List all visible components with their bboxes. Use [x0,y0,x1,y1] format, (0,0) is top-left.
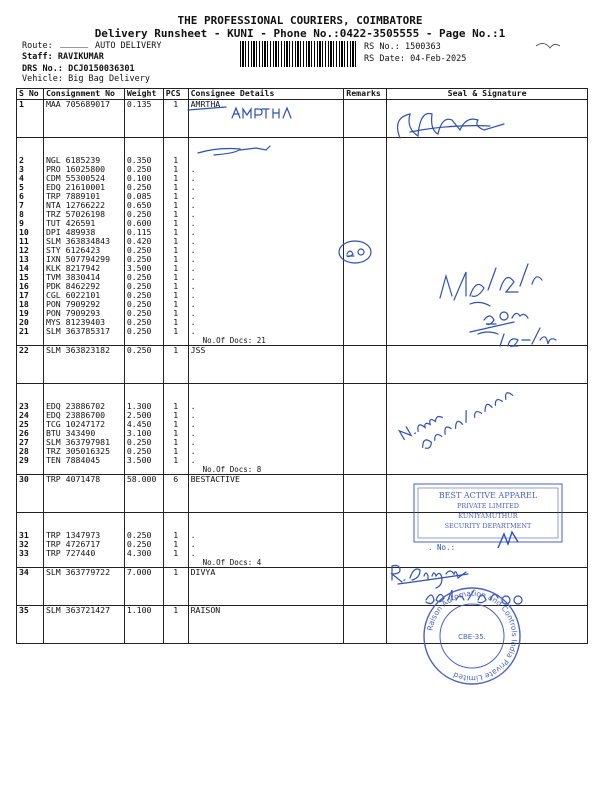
row-pcs: 1 [163,327,188,336]
row-consignment: SLM 363785317 [43,327,124,336]
row-weight: 0.250 [124,327,163,336]
svg-text:Raison Automation and Controls: Raison Automation and Controls India Private Limited [425,588,520,684]
row-sno: 19 [17,309,44,318]
route-value: AUTO DELIVERY [94,41,162,51]
divya-underline [398,574,468,584]
remarks-circle-text [347,249,364,257]
row-consignment: TEN 7884045 [43,456,124,465]
row-consignee: . [188,327,344,336]
row-consignee: DIVYA [188,568,344,606]
row-pcs: 1 [163,255,188,264]
row-sno: 26 [17,429,44,438]
row-weight: 1.100 [124,606,163,644]
row-weight: 0.250 [124,282,163,291]
row-sno: 21 [17,327,44,336]
row-consignment: TRP 7889101 [43,192,124,201]
row-consignment: CGL 6022101 [43,291,124,300]
row-sno: 8 [17,210,44,219]
row-consignment: TRP 4071478 [43,475,124,513]
row-sno: 16 [17,282,44,291]
row-consignment: STY 6126423 [43,246,124,255]
svg-text:KUNIYAMUTHUR: KUNIYAMUTHUR [458,512,518,520]
row-weight: 3.500 [124,264,163,273]
row-sno: 32 [17,540,44,549]
row-consignee: . [188,549,344,558]
row-pcs: 1 [163,100,188,138]
row-pcs: 1 [163,219,188,228]
row-consignee: . [188,219,344,228]
row-sno: 15 [17,273,44,282]
row-consignee: . [188,183,344,192]
company-title: THE PROFESSIONAL COURIERS, COIMBATORE [177,14,423,27]
row-sno: 31 [17,513,44,541]
row-pcs: 1 [163,237,188,246]
handwritten-phone-1 [418,387,515,451]
remarks-circle [339,241,371,263]
row-sno: 27 [17,438,44,447]
row-pcs: 1 [163,456,188,465]
row-pcs: 1 [163,318,188,327]
staff-label: Staff: [22,52,53,62]
row-consignee: . [188,282,344,291]
row-pcs: 1 [163,192,188,201]
row-weight: 1.300 [124,384,163,412]
row-pcs: 1 [163,513,188,541]
docs-count: No.Of Docs: 4 [188,558,344,568]
row-consignment: TRP 727440 [43,549,124,558]
row-weight: 0.135 [124,100,163,138]
row-consignment: MAA 705689017 [43,100,124,138]
row-consignee: . [188,420,344,429]
row-weight: 0.250 [124,255,163,264]
row-pcs: 1 [163,309,188,318]
row-pcs: 1 [163,568,188,606]
row-weight: 0.085 [124,192,163,201]
row-consignee: . [188,273,344,282]
row-consignment: TRZ 57026198 [43,210,124,219]
row-pcs: 1 [163,264,188,273]
svg-text:PRIVATE LIMITED: PRIVATE LIMITED [457,502,519,510]
handwritten-time-1 [484,312,528,325]
row-sno: 22 [17,346,44,384]
stamp-bestactive [414,484,562,548]
staff-value: RAVIKUMAR [57,52,104,62]
row-weight: 0.100 [124,174,163,183]
row-consignee: . [188,300,344,309]
row-weight: 7.000 [124,568,163,606]
row-consignment: SLM 363721427 [43,606,124,644]
row-pcs: 1 [163,346,188,384]
row-consignment: EDQ 21610001 [43,183,124,192]
row-consignment: TCG 10247172 [43,420,124,429]
row-consignee: . [188,429,344,438]
row-sno: 13 [17,255,44,264]
row-weight: 0.250 [124,300,163,309]
col-pcs: PCS [163,89,188,100]
col-consignment: Consignment No [43,89,124,100]
row-pcs: 1 [163,606,188,644]
row-weight: 0.115 [124,228,163,237]
row-consignment: TRZ 305016325 [43,447,124,456]
row-pcs: 1 [163,384,188,412]
row-consignment: DPI 489938 [43,228,124,237]
row-sno: 3 [17,165,44,174]
strike-line-1 [188,107,226,110]
row-consignee: . [188,192,344,201]
col-sno: S No [17,89,44,100]
row-sno: 5 [17,183,44,192]
row-consignment: TRP 4726717 [43,540,124,549]
row-weight: 0.250 [124,447,163,456]
row-pcs: 1 [163,300,188,309]
row-sno: 29 [17,456,44,465]
row-pcs: 1 [163,429,188,438]
row-weight: 0.250 [124,318,163,327]
row-consignee: . [188,411,344,420]
time-underline [478,332,498,334]
row-weight: 58.000 [124,475,163,513]
row-consignee: JSS [188,346,344,384]
row-pcs: 1 [163,549,188,558]
row-pcs: 1 [163,165,188,174]
row-sno: 23 [17,384,44,412]
row-consignee: . [188,228,344,237]
row-sno: 30 [17,475,44,513]
row-consignment: EDQ 23886702 [43,384,124,412]
row-pcs: 1 [163,246,188,255]
row-consignment: PDK 8462292 [43,282,124,291]
row-weight: 0.250 [124,513,163,541]
row-consignee: . [188,456,344,465]
row-weight: 3.500 [124,456,163,465]
row-consignment: NTA 12766222 [43,201,124,210]
row-pcs: 1 [163,438,188,447]
row-consignee: . [188,513,344,541]
row-consignment: PON 7909292 [43,300,124,309]
row-weight: 2.500 [124,411,163,420]
row-sno: 2 [17,138,44,166]
row-consignment: SLM 363797981 [43,438,124,447]
stamp-no: . No.: [428,543,456,552]
row-pcs: 6 [163,475,188,513]
row-weight: 0.250 [124,438,163,447]
row-sno: 6 [17,192,44,201]
rs-no-label: RS No.: [364,42,400,52]
col-weight: Weight [124,89,163,100]
row-sno: 10 [17,228,44,237]
row-consignment: TVM 3830414 [43,273,124,282]
row-consignee: . [188,438,344,447]
row-pcs: 1 [163,201,188,210]
row-consignment: NGL 6185239 [43,138,124,166]
handwritten-r-divya [392,566,466,589]
row-weight: 0.250 [124,540,163,549]
docs-count: No.Of Docs: 8 [188,465,344,475]
row-consignment: KLK 8217942 [43,264,124,273]
row-sno: 20 [17,318,44,327]
row-pcs: 1 [163,273,188,282]
row-weight: 0.420 [124,237,163,246]
row-consignee: AMRTHA [188,100,344,138]
row-consignee: . [188,264,344,273]
svg-text:BEST ACTIVE APPAREL: BEST ACTIVE APPAREL [438,491,538,500]
docs-count: No.Of Docs: 21 [188,336,344,346]
row-sno: 1 [17,100,44,138]
row-pcs: 1 [163,174,188,183]
row-pcs: 1 [163,282,188,291]
row-sno: 4 [17,174,44,183]
row-sno: 18 [17,300,44,309]
row-consignment: TRP 1347973 [43,513,124,541]
rs-date-label: RS Date: [364,54,405,64]
route-label: Route: [22,41,53,51]
corner-mark [536,43,560,48]
col-consignee: Consignee Details [188,89,344,100]
row-pcs: 1 [163,228,188,237]
row-pcs: 1 [163,411,188,420]
row-pcs: 1 [163,210,188,219]
stamp-raison [424,588,520,684]
row-weight: 0.250 [124,210,163,219]
row-sno: 14 [17,264,44,273]
row-consignee: . [188,447,344,456]
drs-value: DCJ0150036301 [68,64,135,74]
row-sno: 35 [17,606,44,644]
row-consignee: . [188,210,344,219]
row-sno: 9 [17,219,44,228]
row-consignment: SLM 363779722 [43,568,124,606]
handwritten-date [440,264,542,300]
row-consignment: SLM 363834843 [43,237,124,246]
row-consignee: . [188,237,344,246]
row-consignment: CDM 55300524 [43,174,124,183]
row-consignment: PON 7909293 [43,309,124,318]
row-consignment: SLM 363823182 [43,346,124,384]
rs-no-value: 1500363 [404,42,441,52]
row-pcs: 1 [163,291,188,300]
row-weight: 0.350 [124,138,163,166]
row-weight: 3.100 [124,429,163,438]
row-pcs: 1 [163,138,188,166]
row-weight: 0.250 [124,246,163,255]
col-signature: Seal & Signature [387,89,588,100]
row-sno: 28 [17,447,44,456]
row-sno: 33 [17,549,44,558]
handwritten-amrtha [232,108,291,118]
row-consignee: . [188,201,344,210]
vehicle-value: Big Bag Delivery [68,74,150,84]
row-consignee: . [188,318,344,327]
row-weight: 0.600 [124,219,163,228]
row-consignment: PRO 16025800 [43,165,124,174]
rs-date-value: 04-Feb-2025 [410,54,467,64]
row-sno: 7 [17,201,44,210]
date-underline [470,302,490,306]
row-consignment: BTU 343490 [43,429,124,438]
row-weight: 0.250 [124,273,163,282]
row-sno: 34 [17,568,44,606]
vehicle-label: Vehicle: [22,74,63,84]
row-weight: 0.250 [124,183,163,192]
row-pcs: 1 [163,447,188,456]
row-consignment: MYS 81239403 [43,318,124,327]
row-sno: 12 [17,246,44,255]
row-consignee: . [188,291,344,300]
row-consignment: IXN 507794299 [43,255,124,264]
row-pcs: 1 [163,540,188,549]
row-sno: 11 [17,237,44,246]
row-sno: 24 [17,411,44,420]
row-weight: 4.300 [124,549,163,558]
row-consignee: . [188,384,344,412]
row-consignee: . [188,174,344,183]
row-sno: 17 [17,291,44,300]
row-weight: 0.250 [124,291,163,300]
svg-text:CBE-35.: CBE-35. [458,633,486,641]
drs-label: DRS No.: [22,64,63,74]
row-pcs: 1 [163,183,188,192]
row-weight: 0.250 [124,346,163,384]
row-consignee: . [188,309,344,318]
row-consignment: TUT 426591 [43,219,124,228]
runsheet-subtitle: Delivery Runsheet - KUNI - Phone No.:0422-3505555 - Page No.:1 [94,27,506,40]
strike-line-2 [198,146,270,155]
svg-text:SECURITY DEPARTMENT: SECURITY DEPARTMENT [444,522,532,530]
row-consignee: . [188,246,344,255]
row-consignee: . [188,540,344,549]
row-weight: 0.250 [124,309,163,318]
row-weight: 4.450 [124,420,163,429]
row-consignee: BESTACTIVE [188,475,344,513]
row-pcs: 1 [163,420,188,429]
row-consignee: . [188,255,344,264]
row-consignee: RAISON [188,606,344,644]
row-weight: 0.650 [124,201,163,210]
row-sno: 25 [17,420,44,429]
col-remarks: Remarks [344,89,387,100]
row-consignment: EDQ 23886700 [43,411,124,420]
handwritten-time-2 [500,328,556,346]
row-weight: 0.250 [124,165,163,174]
row-consignee: . [188,165,344,174]
